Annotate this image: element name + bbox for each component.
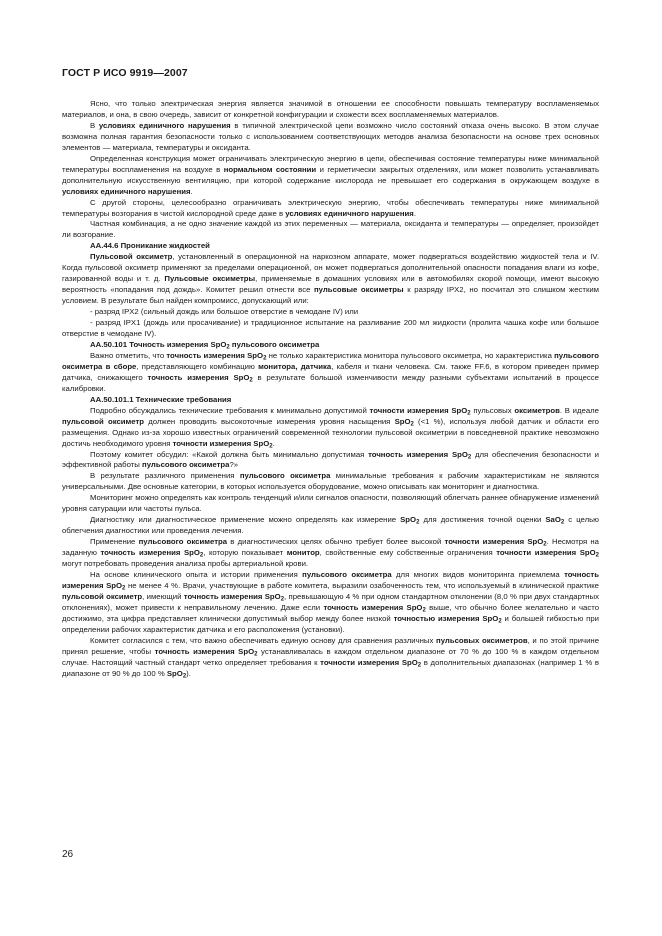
subscript: 2 bbox=[498, 618, 502, 625]
term: нормальном состоянии bbox=[223, 164, 317, 174]
paragraph-text: должен проводить высокоточные измерения уровня насыщения bbox=[144, 416, 395, 426]
paragraph-text: Мониторинг можно определять как контроль тенденций и/или сигналов опасности, позволяющий облегчать раннее обнаружение изменений уровня сатурации или частоты пульса. bbox=[62, 493, 599, 514]
subscript: 2 bbox=[410, 421, 414, 428]
term: точность измерения SpO bbox=[154, 646, 255, 656]
term: SpO bbox=[394, 416, 411, 426]
paragraph-text: Подробно обсуждались технические требования к минимально допустимой bbox=[90, 405, 370, 415]
paragraph-text: , установленный в операционной на наркозном аппарате, может подвергаться воздействию жидкостей тела и IV. Когда пульсовой оксиметр применяют за пределами операционной, он может подвергаться дополнительной опасности попадания влаги из кофе, газированной воды и т. д. bbox=[62, 252, 599, 284]
term: точностью измерения SpO bbox=[393, 613, 499, 623]
paragraph bbox=[62, 99, 599, 121]
paragraph-text: Важно отметить, что bbox=[90, 350, 167, 360]
paragraph-text: в дополнительных диапазонах (например 1 % в диапазоне от 90 % до 100 % bbox=[62, 657, 599, 678]
paragraph-text: в типичной электрической цепи возможно число состояний отказа очень высоко. В этом случае возможна полная гарантия безопасности только с использованием соответствующих методов анализа безопасности на основе трех основных элементов — материала, температуры и оксиданта. bbox=[62, 120, 599, 152]
paragraph-text: . bbox=[272, 438, 275, 448]
paragraph-text: , имеющий bbox=[142, 591, 184, 601]
term: пульсовых оксиметров bbox=[436, 635, 528, 645]
section-heading-text: АА.50.101.1 Технические требования bbox=[90, 394, 232, 404]
term: точности измерения SpO bbox=[369, 405, 468, 415]
term: точность измерения SpO bbox=[100, 548, 200, 558]
section-heading bbox=[62, 340, 599, 351]
term: точность измерения SpO bbox=[183, 591, 281, 601]
paragraph-text: выше, что обычно более желательно и часто достижимо, эта цифра представляет клинически допустимый выбор между более низкой bbox=[62, 602, 599, 623]
term: монитора, датчика bbox=[258, 361, 332, 371]
paragraph-text: В результате различного применения bbox=[90, 471, 240, 481]
section-heading-text: пульсового оксиметра bbox=[229, 339, 320, 349]
subscript: 2 bbox=[560, 519, 565, 526]
section-heading-text: АА.50.101 Точность измерения SpO bbox=[90, 339, 227, 349]
paragraph-text: с целью облегчения диагностики или проведения лечения. bbox=[62, 515, 599, 536]
term: пульсовые оксиметры bbox=[314, 285, 404, 295]
page-number: 26 bbox=[62, 849, 74, 860]
subscript: 2 bbox=[467, 454, 472, 460]
paragraph-text: С другой стороны, целесообразно ограничивать электрическую энергию, чтобы обеспечивать температуры ниже минимальной температуры возгорания в чистой кислородной среде даже в bbox=[62, 197, 599, 218]
paragraph-text: , и по этой причине принял решение, чтобы bbox=[62, 635, 600, 656]
subscript: 2 bbox=[422, 607, 426, 614]
paragraph-text: для обеспечения безопасности и эффективной работы bbox=[62, 449, 599, 470]
paragraph-text: Частная комбинация, а не одно значение каждой из этих переменных — материала, оксиданта и температуры — определяет, произойдет ли возгорание. bbox=[62, 219, 599, 240]
paragraph bbox=[62, 570, 599, 636]
subscript: 2 bbox=[254, 651, 258, 658]
term: SpO bbox=[166, 668, 183, 678]
list-item bbox=[62, 307, 599, 318]
paragraph-text: в результате большой изменчивости между разными субъектами испытаний в процессе калибровки. bbox=[62, 372, 599, 393]
paragraph bbox=[62, 471, 599, 493]
paragraph-text: пульсовых bbox=[470, 405, 515, 415]
paragraph-text: и большей гибкостью при определении рабочих характеристик датчика и его расположения (установки). bbox=[62, 613, 599, 634]
paragraph-text: Диагностику или диагностическое применение можно определять как измерение bbox=[90, 515, 401, 525]
term: точности измерения SpO bbox=[320, 657, 418, 667]
paragraph bbox=[62, 450, 599, 472]
term: точность измерения SpO bbox=[368, 449, 468, 459]
paragraph-text: и герметически закрытых отделениях, или может позволить устанавливать дополнительную искусственную вентиляцию, при которой содержание кислорода не превышает его содержания в окружающем воздухе в bbox=[62, 164, 600, 185]
paragraph bbox=[62, 252, 599, 307]
subscript: 2 bbox=[416, 519, 420, 526]
paragraph bbox=[62, 493, 599, 515]
term: точности измерения SpO bbox=[496, 548, 596, 558]
paragraph-text: (<1 %), используя любой датчик и области его размещения. Однако из-за хорошо известных ограничений современной технологии пульсовой оксиметрии в повседневной практике невозможно достичь необходимого уровня bbox=[62, 416, 599, 448]
paragraph-text: ?» bbox=[229, 460, 239, 470]
paragraph-text: На основе клинического опыта и истории применения bbox=[90, 569, 303, 579]
term: точность измерения SpO bbox=[166, 350, 264, 360]
paragraph-text: . Несмотря на заданную bbox=[62, 537, 599, 558]
term: пульсового оксиметра в сборе bbox=[62, 350, 600, 371]
term: пульсового оксиметра bbox=[138, 537, 228, 547]
subscript: 2 bbox=[467, 410, 471, 417]
paragraph bbox=[62, 636, 599, 680]
paragraph bbox=[62, 515, 599, 537]
document-header-title: ГОСТ Р ИСО 9919—2007 bbox=[62, 67, 188, 79]
subscript: 2 bbox=[269, 443, 273, 450]
paragraph-text: Определенная конструкция может ограничивать электрическую энергию в цепи, обеспечивая состояние температуры ниже минимальной температуры воспламенения на воздухе в bbox=[62, 153, 599, 174]
paragraph-text: . bbox=[190, 186, 193, 196]
paragraph-text: , которую показывает bbox=[203, 548, 287, 558]
paragraph-text: не только характеристика монитора пульсового оксиметра, но характеристика bbox=[266, 350, 555, 360]
paragraph-text: Комитет согласился с тем, что важно обеспечивать единую основу для сравнения различных bbox=[90, 635, 437, 645]
term: Пульсовой оксиметр bbox=[90, 252, 173, 262]
term: условиях единичного нарушения bbox=[285, 208, 414, 218]
subscript: 2 bbox=[543, 541, 547, 548]
paragraph-text: Ясно, что только электрическая энергия является значимой в отношении ее способности повышать температуру воспламеняемых материалов, и она, в свою очередь, зависит от конкретной конфигурации и схожести всех воспламеняемых материалов. bbox=[62, 99, 599, 119]
term: оксиметров bbox=[514, 405, 560, 415]
paragraph-text: не менее 4 %. Врачи, участвующие в работе комитета, выразили озабоченность тем, что используемый в клинической практике bbox=[125, 580, 599, 590]
term: пульсового оксиметра bbox=[239, 471, 331, 481]
term: точность измерения SpO bbox=[147, 372, 250, 382]
paragraph bbox=[62, 121, 599, 154]
paragraph bbox=[62, 537, 599, 570]
paragraph bbox=[62, 351, 599, 395]
term: SpO bbox=[400, 515, 417, 525]
list-item-text: - разряд IPX1 (дождь или просачивание) и традиционное испытание на разливание 200 мл жидкости (пролита чашка кофе или большое отверстие в чемодане IV). bbox=[62, 318, 599, 339]
term: SaO bbox=[545, 515, 561, 525]
term: точности измерения SpO bbox=[444, 537, 544, 547]
paragraph-text: в диагностических целях обычно требует более высокой bbox=[227, 537, 445, 547]
term: точность измерения SpO bbox=[62, 569, 599, 590]
paragraph-text: устанавливалась в каждом отдельном диапазоне от 70 % до 100 % в каждом отдельном случае. Настоящий частный стандарт четко определяет требования к bbox=[62, 646, 599, 667]
term: пульсового оксиметра bbox=[302, 569, 392, 579]
list-item bbox=[62, 318, 599, 340]
term: точности измерения SpO bbox=[172, 438, 270, 448]
paragraph-text: для многих видов мониторинга приемлема bbox=[391, 569, 565, 579]
subscript: 2 bbox=[417, 662, 422, 669]
paragraph bbox=[62, 198, 599, 220]
term: условиях единичного нарушения bbox=[98, 120, 231, 130]
document-body bbox=[62, 99, 599, 680]
paragraph-text: , превышающую 4 % при одном стандартном отклонении (8,0 % при двух стандартных отклонениях), может привести к неправильному лечению. Даже если bbox=[62, 591, 599, 612]
paragraph-text: для достижения точной оценки bbox=[419, 515, 546, 525]
term: пульсовой оксиметр bbox=[62, 416, 145, 426]
section-heading bbox=[62, 395, 599, 406]
section-heading-text: АА.44.6 Проникание жидкостей bbox=[90, 241, 210, 251]
subscript: 2 bbox=[263, 355, 267, 362]
list-item-text: - разряд IPX2 (сильный дождь или большое отверстие в чемодане IV) или bbox=[90, 307, 359, 317]
subscript: 2 bbox=[199, 552, 204, 559]
subscript: 2 bbox=[122, 585, 126, 592]
term: условиях единичного нарушения bbox=[62, 186, 191, 196]
paragraph-text: могут потребовать проведения анализа пробы артериальной крови. bbox=[62, 559, 309, 569]
paragraph bbox=[62, 154, 599, 198]
term: монитор bbox=[286, 548, 320, 558]
paragraph-text: к разряду IPX2, но посчитал это слишком жестким условием. В результате был найден компромисс, допускающий или: bbox=[62, 285, 599, 306]
paragraph-text: . bbox=[413, 208, 416, 218]
paragraph-text: минимальные требования к рабочим характеристикам не являются универсальными. Две основные категории, в которых используется оборудование, можно описывать как мониторинг и диагностика. bbox=[62, 471, 599, 492]
term: точность измерения SpO bbox=[323, 602, 423, 612]
paragraph-text: , свойственные ему собственные ограничения bbox=[319, 548, 497, 558]
paragraph-text: ). bbox=[186, 668, 191, 678]
paragraph bbox=[62, 406, 599, 450]
paragraph-text: В bbox=[90, 120, 99, 130]
paragraph-text: , применяемые в домашних условиях или в автомобилях скорой помощи, имеют высокую вероятность «попадания под дождь». Комитет решил отнести все bbox=[62, 274, 599, 295]
paragraph-text: Поэтому комитет обсудил: «Какой должна быть минимально допустимая bbox=[90, 449, 369, 459]
term: Пульсовые оксиметры bbox=[164, 274, 256, 284]
paragraph-text: , кабеля и ткани человека. См. также FF.6, в котором приведен пример датчика, снижающего bbox=[62, 361, 599, 382]
paragraph bbox=[62, 219, 599, 241]
subscript: 2 bbox=[249, 377, 253, 384]
paragraph-text: . В идеале bbox=[559, 405, 599, 415]
term: пульсового оксиметра bbox=[142, 460, 230, 470]
subscript: 2 bbox=[226, 344, 230, 351]
subscript: 2 bbox=[595, 552, 599, 559]
subscript: 2 bbox=[182, 673, 187, 680]
term: пульсовой оксиметр bbox=[62, 591, 143, 601]
subscript: 2 bbox=[280, 596, 285, 603]
paragraph-text: , представляющего комбинацию bbox=[136, 361, 259, 371]
paragraph-text: Применение bbox=[90, 537, 139, 547]
section-heading bbox=[62, 241, 599, 252]
